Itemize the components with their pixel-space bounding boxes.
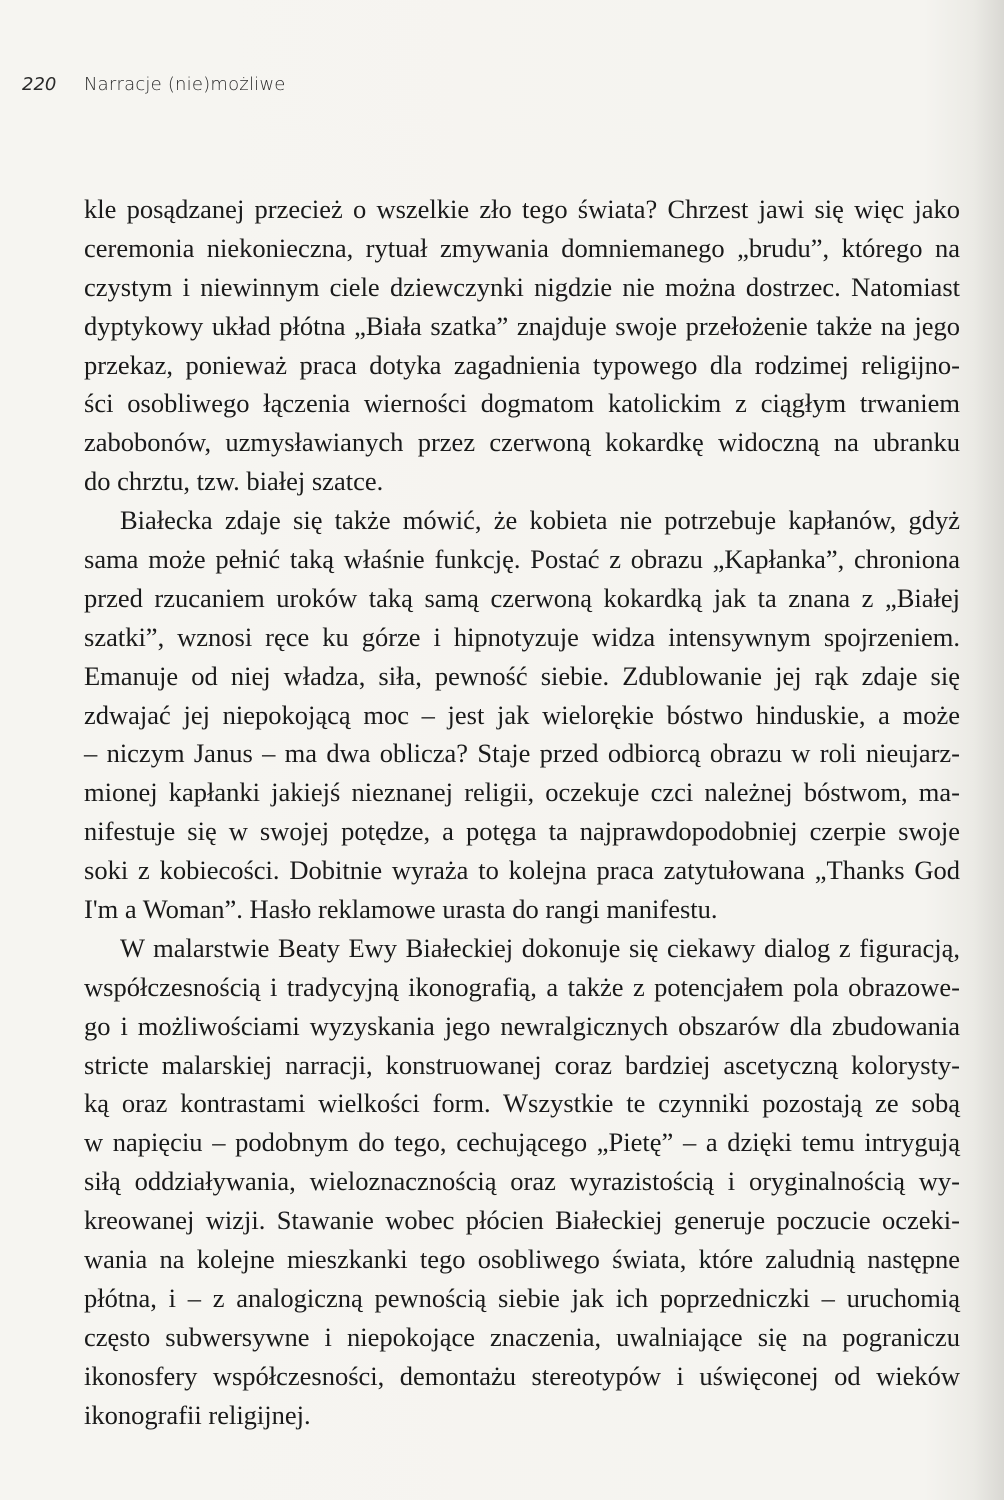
text-line: I'm a Woman”. Hasło reklamowe urasta do rangi manifestu. (84, 894, 718, 925)
text-line: ką oraz kontrastami wielkości form. Wszystkie te czynniki pozostają ze sobą (84, 1088, 960, 1119)
text-line: W malarstwie Beaty Ewy Białeckiej dokonuje się ciekawy dialog z figuracją, (120, 932, 960, 963)
body-text (84, 190, 960, 1435)
text-line: kle posądzanej przecież o wszelkie zło tego świata? Chrzest jawi się więc jako (84, 194, 960, 224)
text-line: go i możliwościami wyzyskania jego newralgicznych obszarów dla zbudowania (84, 1010, 960, 1041)
page-number: 220 (22, 74, 57, 95)
text-line: Emanuje od niej władza, siła, pewność siebie. Zdublowanie jej rąk zdaje się (84, 660, 960, 691)
text-line: dyptykowy układ płótna „Biała szatka” znajduje swoje przełożenie także na jego (84, 310, 960, 341)
text-line: nifestuje się w swojej potędze, a potęga ta najprawdopodobniej czerpie swoje (84, 816, 960, 847)
text-line: wania na kolejne mieszkanki tego osobliwego świata, które zaludnią następne (84, 1244, 960, 1275)
text-line: do chrztu, tzw. białej szatce. (84, 466, 384, 497)
text-line: zdwajać jej niepokojącą moc – jest jak wielorękie bóstwo hinduskie, a może (84, 699, 960, 730)
running-header (22, 74, 286, 104)
text-line: kreowanej wizji. Stawanie wobec płócien Białeckiej generuje poczucie oczeki- (84, 1205, 960, 1236)
paragraph-1 (84, 190, 960, 501)
text-line: ści osobliwego łączenia wierności dogmatom katolickim z ciągłym trwaniem (84, 388, 960, 419)
text-line: często subwersywne i niepokojące znaczenia, uwalniające się na pograniczu (84, 1321, 960, 1352)
paragraph-2 (84, 501, 960, 929)
text-line: współczesnością i tradycyjną ikonografią, a także z potencjałem pola obrazowe- (84, 971, 960, 1002)
text-line: siłą oddziaływania, wieloznacznością oraz wyrazistością i oryginalnością wy- (84, 1166, 960, 1197)
text-line: ikonosfery współczesności, demontażu stereotypów i uświęconej od wieków (84, 1360, 960, 1391)
text-line: w napięciu – podobnym do tego, cechującego „Pietę” – a dzięki temu intrygują (84, 1127, 960, 1158)
paragraph-3 (84, 929, 960, 1435)
text-line: mionej kapłanki jakiejś nieznanej religii, oczekuje czci należnej bóstwom, ma- (84, 777, 960, 808)
text-line: Białecka zdaje się także mówić, że kobieta nie potrzebuje kapłanów, gdyż (120, 505, 960, 536)
text-line: czystym i niewinnym ciele dziewczynki nigdzie nie można dostrzec. Natomiast (84, 271, 960, 302)
text-line: płótna, i – z analogiczną pewnością siebie jak ich poprzedniczki – uruchomią (84, 1282, 960, 1313)
text-line: zabobonów, uzmysławianych przez czerwoną kokardkę widoczną na ubranku (84, 427, 960, 458)
text-line: sama może pełnić taką właśnie funkcję. Postać z obrazu „Kapłanka”, chroniona (84, 544, 960, 575)
text-line: ikonografii religijnej. (84, 1399, 311, 1430)
text-line: ceremonia niekonieczna, rytuał zmywania domniemanego „brudu”, którego na (84, 232, 960, 263)
text-line: stricte malarskiej narracji, konstruowanej coraz bardziej ascetyczną kolorysty- (84, 1049, 960, 1080)
text-line: soki z kobiecości. Dobitnie wyraża to kolejna praca zatytułowana „Thanks God (84, 855, 960, 886)
text-line: – niczym Janus – ma dwa oblicza? Staje przed odbiorcą obrazu w roli nieujarz- (84, 738, 960, 769)
running-title: Narracje (nie)możliwe (84, 74, 286, 95)
text-line: szatki”, wznosi ręce ku górze i hipnotyzuje widza intensywnym spojrzeniem. (84, 621, 960, 652)
text-line: przed rzucaniem uroków taką samą czerwoną kokardką jak ta znana z „Białej (84, 582, 960, 613)
text-line: przekaz, ponieważ praca dotyka zagadnienia typowego dla rodzimej religijno- (84, 349, 960, 380)
